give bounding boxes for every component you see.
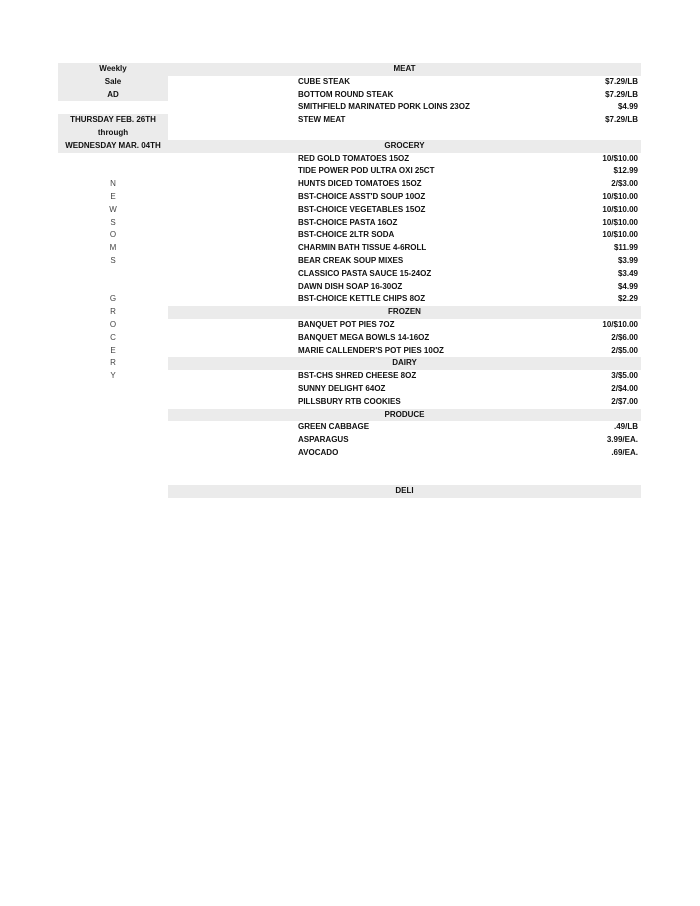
item-name: HUNTS DICED TOMATOES 15OZ — [298, 179, 422, 189]
item-name: ASPARAGUS — [298, 435, 349, 445]
vertical-letter: W — [109, 204, 117, 214]
item-name: TIDE POWER POD ULTRA OXI 25CT — [298, 166, 435, 176]
item-price: 2/$5.00 — [611, 345, 638, 355]
item-price: 3/$5.00 — [611, 371, 638, 381]
item-price: 10/$10.00 — [602, 320, 638, 329]
ad-title-line: Sale — [58, 76, 168, 89]
item-price: $3.99 — [617, 256, 638, 265]
vertical-letter: O — [109, 320, 117, 329]
item-price: 10/$10.00 — [602, 230, 638, 240]
vertical-letter: N — [110, 179, 116, 189]
item-name: SMITHFIELD MARINATED PORK LOINS 23OZ — [298, 102, 470, 112]
item-name: RED GOLD TOMATOES 15OZ — [298, 153, 410, 163]
vertical-letter: E — [110, 192, 116, 201]
ad-date-line: THURSDAY FEB. 26TH — [58, 114, 168, 127]
item-name: BST-CHOICE ASST'D SOUP 10OZ — [298, 192, 426, 201]
item-name: BST-CHS SHRED CHEESE 8OZ — [298, 371, 417, 381]
vertical-letter: O — [109, 230, 117, 240]
item-name: BST-CHOICE PASTA 16OZ — [298, 217, 398, 227]
item-price: .49/LB — [613, 422, 638, 432]
item-price: 10/$10.00 — [602, 204, 638, 214]
item-price: $7.29/LB — [605, 115, 638, 125]
item-name: SUNNY DELIGHT 64OZ — [298, 384, 386, 393]
item-price: $7.29/LB — [605, 89, 638, 99]
item-price: 10/$10.00 — [602, 192, 638, 201]
item-name: BANQUET MEGA BOWLS 14-16OZ — [298, 332, 430, 342]
item-name: BEAR CREAK SOUP MIXES — [298, 256, 404, 265]
item-name: BOTTOM ROUND STEAK — [298, 89, 394, 99]
item-price: 2/$7.00 — [611, 396, 638, 406]
item-price: $3.49 — [617, 268, 638, 278]
vertical-letter: S — [110, 256, 116, 265]
item-price: .69/EA. — [611, 448, 638, 457]
item-name: BST-CHOICE VEGETABLES 15OZ — [298, 204, 426, 214]
vertical-letter: E — [110, 345, 116, 355]
section-header-grocery: GROCERY — [168, 140, 641, 153]
section-header-produce: PRODUCE — [168, 409, 641, 422]
ad-title-line: Weekly — [58, 63, 168, 76]
vertical-letter: R — [110, 307, 116, 317]
item-name: BST-CHOICE KETTLE CHIPS 8OZ — [298, 294, 426, 304]
section-header-deli: DELI — [168, 485, 641, 498]
item-price: $4.99 — [617, 102, 638, 112]
item-name: STEW MEAT — [298, 115, 346, 125]
item-name: AVOCADO — [298, 448, 339, 457]
item-name: PILLSBURY RTB COOKIES — [298, 396, 401, 406]
vertical-letter: S — [110, 217, 116, 227]
item-price: 2/$3.00 — [611, 179, 638, 189]
ad-date-line: through — [58, 127, 168, 140]
item-price: 2/$6.00 — [611, 332, 638, 342]
item-name: BST-CHOICE 2LTR SODA — [298, 230, 395, 240]
ad-title-line: AD — [58, 89, 168, 102]
ad-date-line: WEDNESDAY MAR. 04TH — [58, 140, 168, 153]
item-name: BANQUET POT PIES 7OZ — [298, 320, 395, 329]
item-price: 3.99/EA. — [606, 435, 638, 445]
item-price: 2/$4.00 — [611, 384, 638, 393]
item-price: $4.99 — [617, 281, 638, 291]
vertical-letter: C — [110, 332, 116, 342]
item-name: CUBE STEAK — [298, 76, 351, 86]
section-header-frozen: FROZEN — [168, 306, 641, 319]
item-name: DAWN DISH SOAP 16-30OZ — [298, 281, 403, 291]
vertical-letter: Y — [110, 371, 116, 381]
section-header-dairy: DAIRY — [168, 357, 641, 370]
item-price: 10/$10.00 — [602, 217, 638, 227]
item-name: GREEN CABBAGE — [298, 422, 370, 432]
item-price: $12.99 — [613, 166, 638, 176]
item-price: 10/$10.00 — [602, 153, 638, 163]
item-price: $2.29 — [617, 294, 638, 304]
item-price: $7.29/LB — [605, 76, 638, 86]
vertical-letter: M — [109, 243, 117, 253]
vertical-letter: G — [109, 294, 117, 304]
item-name: MARIE CALLENDER'S POT PIES 10OZ — [298, 345, 444, 355]
vertical-letter: R — [110, 358, 116, 368]
section-header-meat: MEAT — [168, 63, 641, 76]
item-name: CHARMIN BATH TISSUE 4-6ROLL — [298, 243, 427, 253]
item-name: CLASSICO PASTA SAUCE 15-24OZ — [298, 268, 432, 278]
item-price: $11.99 — [613, 243, 638, 253]
